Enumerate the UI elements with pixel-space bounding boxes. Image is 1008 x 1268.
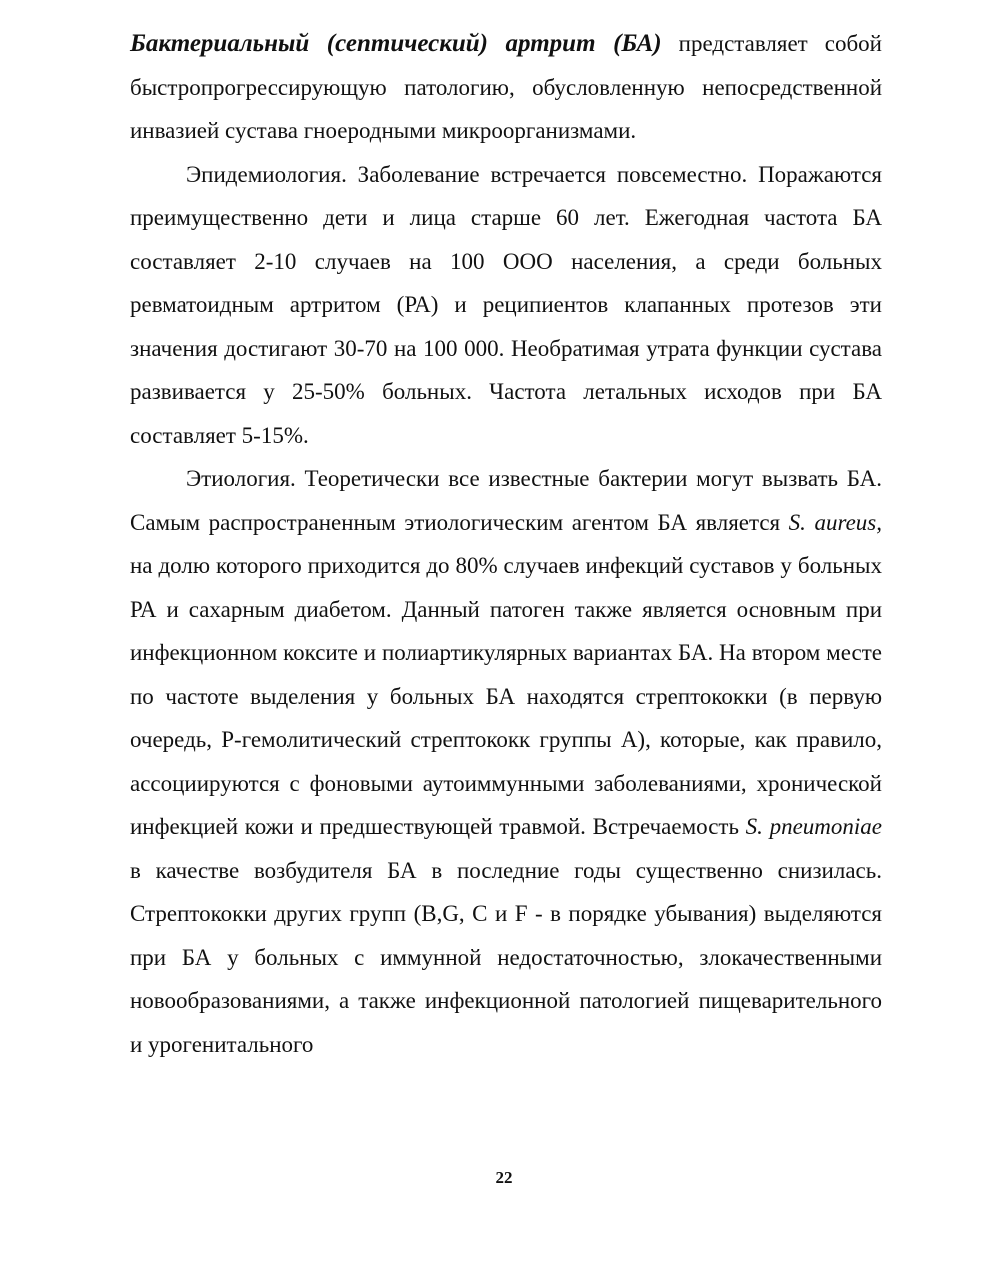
etiology-text-1: Этиология. Теоретически все известные бактерии могут вызвать БА. Самым распространенным этиологическим агентом БА является xyxy=(130,466,882,535)
definition-text: представляет собой быстропрогрессирующую патологию, обусловленную непосредственной инвазией сустава гноеродными микроорганизмами. xyxy=(130,31,882,143)
species-s-aureus: S. aureus, xyxy=(788,509,882,535)
paragraph-definition xyxy=(130,22,882,153)
species-s-pneumoniae: S. pneumoniae xyxy=(745,814,882,839)
term-heading: Бактериальный (септический) артрит (БА) xyxy=(130,30,662,57)
etiology-text-3: в качестве возбудителя БА в последние годы существенно снизилась. Стрептококки других групп (B,G, С и F - в порядке убывания) выделяются при БА у больных с иммунной недостаточностью, злокачественными новообразованиями, а также инфекционной патологией пищеварительного и урогенитального xyxy=(130,857,882,1057)
document-page xyxy=(130,22,882,1066)
paragraph-etiology xyxy=(130,457,882,1066)
etiology-text-2: на долю которого приходится до 80% случаев инфекций суставов у больных РА и сахарным диабетом. Данный патоген также является основным при инфекционном коксите и полиартикулярных вариантах БА. На втором месте по частоте выделения у больных БА находятся стрептококки (в первую очередь, Р-гемолитический стрептококк группы А), которые, как правило, ассоциируются с фоновыми аутоиммунными заболеваниями, хронической инфекцией кожи и предшествующей травмой. Встречаемость xyxy=(130,553,882,839)
page-number: 22 xyxy=(495,1168,513,1187)
paragraph-epidemiology: Эпидемиология. Заболевание встречается повсеместно. Поражаются преимущественно дети и лица старше 60 лет. Ежегодная частота БА составляет 2-10 случаев на 100 ООО населения, а среди больных ревматоидным артритом (РА) и реципиентов клапанных протезов эти значения достигают 30-70 на 100 000. Необратимая утрата функции сустава развивается у 25-50% больных. Частота летальных исходов при БА составляет 5-15%. xyxy=(130,161,882,448)
